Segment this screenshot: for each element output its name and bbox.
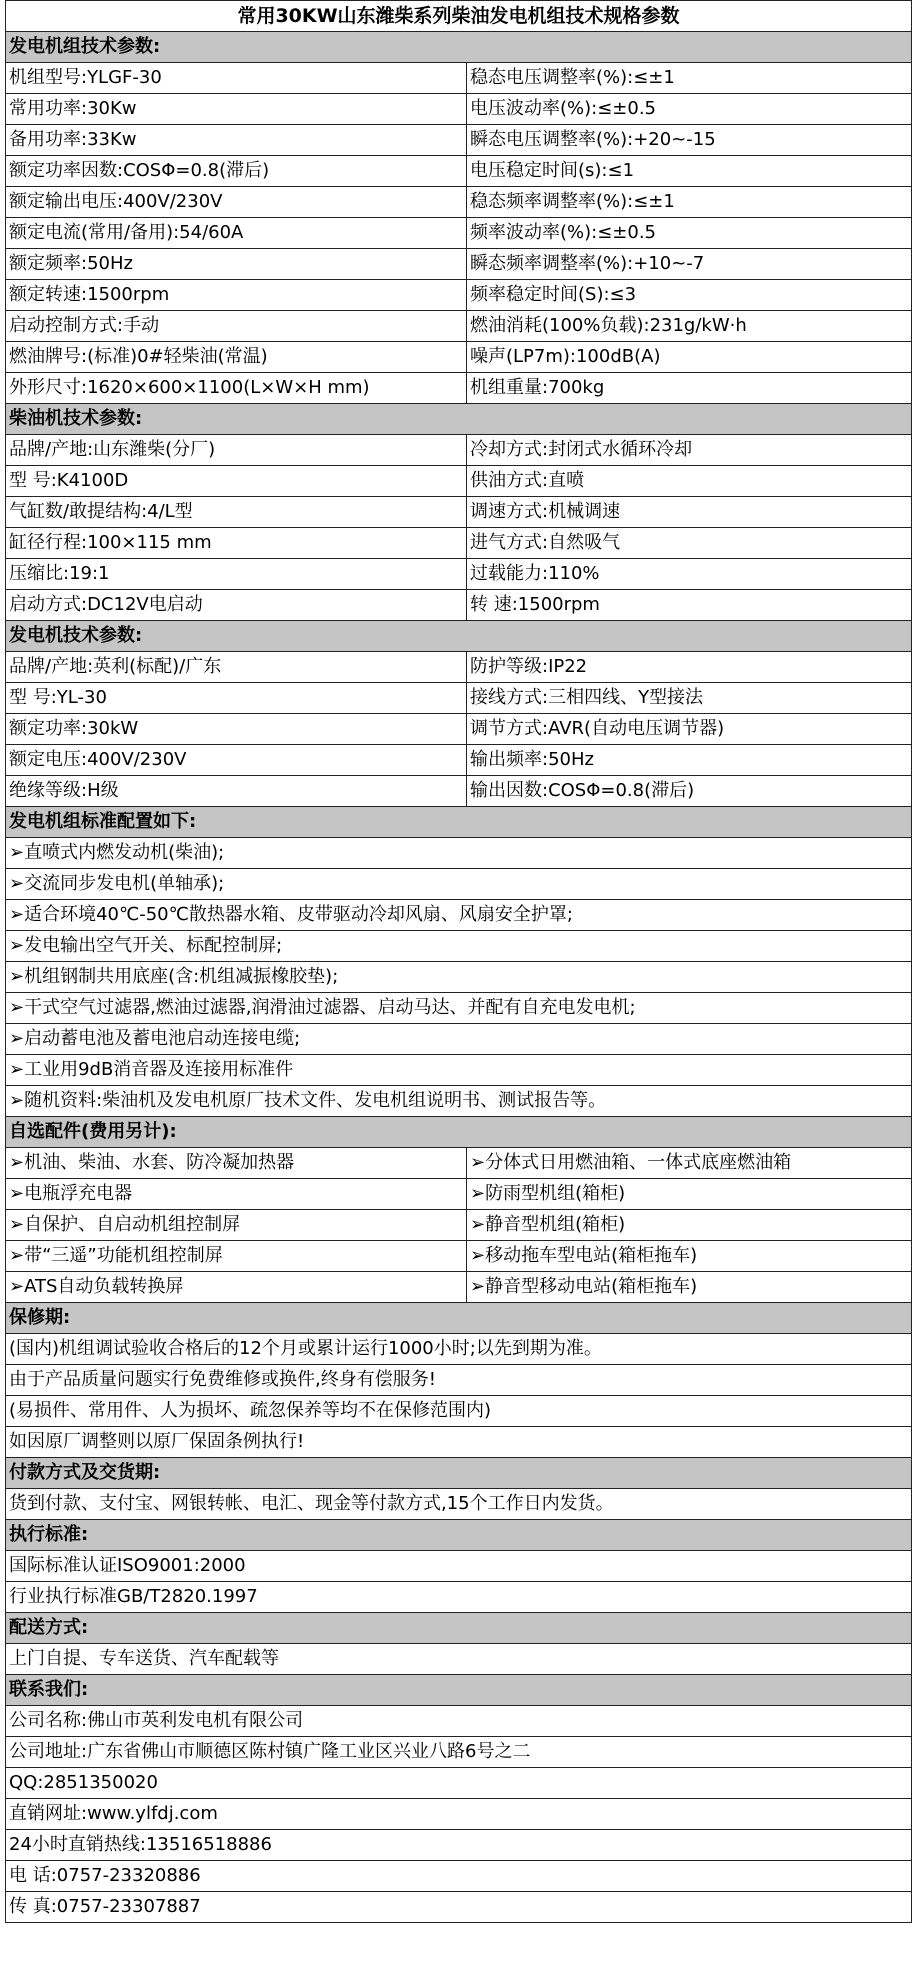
engine-param-left: 型 号:K4100D <box>6 466 467 497</box>
table-row <box>6 1148 912 1179</box>
section-heading-standards: 执行标准: <box>6 1520 912 1551</box>
optional-item-right: ➢分体式日用燃油箱、一体式底座燃油箱 <box>467 1148 912 1179</box>
qq-number: QQ:2851350020 <box>6 1768 912 1799</box>
warranty-line: (易损件、常用件、人为损坏、疏忽保养等均不在保修范围内) <box>6 1396 912 1427</box>
fax-number: 传 真:0757-23307887 <box>6 1892 912 1923</box>
table-row <box>6 1241 912 1272</box>
table-row <box>6 94 912 125</box>
optional-item-right: ➢静音型机组(箱柜) <box>467 1210 912 1241</box>
table-row <box>6 714 912 745</box>
list-item <box>6 1737 912 1768</box>
standard-line: 国际标准认证ISO9001:2000 <box>6 1551 912 1582</box>
optional-item-left: ➢ATS自动负载转换屏 <box>6 1272 467 1303</box>
table-row <box>6 776 912 807</box>
list-item <box>6 1768 912 1799</box>
section-heading-genset: 发电机组技术参数: <box>6 32 912 63</box>
section-heading-contact: 联系我们: <box>6 1675 912 1706</box>
list-item <box>6 900 912 931</box>
genset-param-right: 频率波动率(%):≤±0.5 <box>467 218 912 249</box>
standard-config-item: ➢适合环境40℃-50℃散热器水箱、皮带驱动冷却风扇、风扇安全护罩; <box>6 900 912 931</box>
optional-item-left: ➢自保护、自启动机组控制屏 <box>6 1210 467 1241</box>
table-row <box>6 63 912 94</box>
table-row <box>6 1272 912 1303</box>
genset-param-right: 瞬态电压调整率(%):+20~-15 <box>467 125 912 156</box>
table-row <box>6 1179 912 1210</box>
alternator-param-left: 额定功率:30kW <box>6 714 467 745</box>
section-heading-standard-config: 发电机组标准配置如下: <box>6 807 912 838</box>
table-row <box>6 311 912 342</box>
alternator-param-right: 输出因数:COSΦ=0.8(滞后) <box>467 776 912 807</box>
engine-param-right: 进气方式:自然吸气 <box>467 528 912 559</box>
genset-param-left: 机组型号:YLGF-30 <box>6 63 467 94</box>
section-heading-payment: 付款方式及交货期: <box>6 1458 912 1489</box>
genset-param-left: 额定输出电压:400V/230V <box>6 187 467 218</box>
hotline: 24小时直销热线:13516518886 <box>6 1830 912 1861</box>
engine-param-right: 供油方式:直喷 <box>467 466 912 497</box>
genset-param-left: 额定频率:50Hz <box>6 249 467 280</box>
table-row <box>6 280 912 311</box>
table-row <box>6 125 912 156</box>
standard-config-item: ➢发电输出空气开关、标配控制屏; <box>6 931 912 962</box>
standard-config-item: ➢工业用9dB消音器及连接用标准件 <box>6 1055 912 1086</box>
list-item <box>6 1489 912 1520</box>
page-title: 常用30KW山东潍柴系列柴油发电机组技术规格参数 <box>6 1 912 32</box>
phone-number: 电 话:0757-23320886 <box>6 1861 912 1892</box>
engine-param-right: 冷却方式:封闭式水循环冷却 <box>467 435 912 466</box>
genset-param-right: 频率稳定时间(S):≤3 <box>467 280 912 311</box>
genset-param-right: 燃油消耗(100%负载):231g/kW·h <box>467 311 912 342</box>
list-item <box>6 993 912 1024</box>
genset-param-left: 常用功率:30Kw <box>6 94 467 125</box>
list-item <box>6 1334 912 1365</box>
genset-param-left: 额定功率因数:COSΦ=0.8(滞后) <box>6 156 467 187</box>
table-row <box>6 187 912 218</box>
list-item <box>6 1861 912 1892</box>
genset-param-right: 瞬态频率调整率(%):+10~-7 <box>467 249 912 280</box>
section-heading-engine: 柴油机技术参数: <box>6 404 912 435</box>
section-heading-delivery: 配送方式: <box>6 1613 912 1644</box>
list-item <box>6 1644 912 1675</box>
genset-param-right: 噪声(LP7m):100dB(A) <box>467 342 912 373</box>
table-row <box>6 497 912 528</box>
company-name: 公司名称:佛山市英利发电机有限公司 <box>6 1706 912 1737</box>
standard-config-item: ➢干式空气过滤器,燃油过滤器,润滑油过滤器、启动马达、并配有自充电发电机; <box>6 993 912 1024</box>
list-item <box>6 962 912 993</box>
table-row <box>6 559 912 590</box>
genset-param-left: 备用功率:33Kw <box>6 125 467 156</box>
genset-param-right: 稳态频率调整率(%):≤±1 <box>467 187 912 218</box>
list-item <box>6 1365 912 1396</box>
genset-param-right: 机组重量:700kg <box>467 373 912 404</box>
genset-param-left: 额定转速:1500rpm <box>6 280 467 311</box>
list-item <box>6 1706 912 1737</box>
website-link[interactable]: 直销网址:www.ylfdj.com <box>6 1799 912 1830</box>
alternator-param-left: 品牌/产地:英利(标配)/广东 <box>6 652 467 683</box>
alternator-param-left: 型 号:YL-30 <box>6 683 467 714</box>
genset-param-right: 电压波动率(%):≤±0.5 <box>467 94 912 125</box>
table-row <box>6 652 912 683</box>
standard-config-item: ➢交流同步发电机(单轴承); <box>6 869 912 900</box>
engine-param-left: 品牌/产地:山东潍柴(分厂) <box>6 435 467 466</box>
standard-config-item: ➢启动蓄电池及蓄电池启动连接电缆; <box>6 1024 912 1055</box>
engine-param-left: 缸径行程:100×115 mm <box>6 528 467 559</box>
list-item <box>6 1582 912 1613</box>
warranty-line: 由于产品质量问题实行免费维修或换件,终身有偿服务! <box>6 1365 912 1396</box>
payment-line: 货到付款、支付宝、网银转帐、电汇、现金等付款方式,15个工作日内发货。 <box>6 1489 912 1520</box>
section-heading-optional: 自选配件(费用另计): <box>6 1117 912 1148</box>
list-item <box>6 1551 912 1582</box>
list-item <box>6 1024 912 1055</box>
list-item <box>6 931 912 962</box>
list-item <box>6 838 912 869</box>
genset-param-left: 燃油牌号:(标准)0#轻柴油(常温) <box>6 342 467 373</box>
optional-item-right: ➢移动拖车型电站(箱柜拖车) <box>467 1241 912 1272</box>
engine-param-right: 转 速:1500rpm <box>467 590 912 621</box>
alternator-param-right: 接线方式:三相四线、Y型接法 <box>467 683 912 714</box>
optional-item-left: ➢带“三遥”功能机组控制屏 <box>6 1241 467 1272</box>
engine-param-left: 气缸数/敢提结构:4/L型 <box>6 497 467 528</box>
genset-param-left: 额定电流(常用/备用):54/60A <box>6 218 467 249</box>
standard-config-item: ➢直喷式内燃发动机(柴油); <box>6 838 912 869</box>
section-heading-warranty: 保修期: <box>6 1303 912 1334</box>
delivery-line: 上门自提、专车送货、汽车配载等 <box>6 1644 912 1675</box>
genset-param-left: 启动控制方式:手动 <box>6 311 467 342</box>
table-row <box>6 156 912 187</box>
table-row <box>6 590 912 621</box>
list-item <box>6 1427 912 1458</box>
table-row <box>6 218 912 249</box>
alternator-param-right: 调节方式:AVR(自动电压调节器) <box>467 714 912 745</box>
standard-line: 行业执行标准GB/T2820.1997 <box>6 1582 912 1613</box>
table-row <box>6 466 912 497</box>
optional-item-right: ➢防雨型机组(箱柜) <box>467 1179 912 1210</box>
list-item <box>6 1799 912 1830</box>
genset-param-right: 稳态电压调整率(%):≤±1 <box>467 63 912 94</box>
table-row <box>6 435 912 466</box>
list-item <box>6 1892 912 1923</box>
optional-item-left: ➢电瓶浮充电器 <box>6 1179 467 1210</box>
table-row <box>6 342 912 373</box>
table-row <box>6 745 912 776</box>
alternator-param-left: 绝缘等级:H级 <box>6 776 467 807</box>
section-heading-alternator: 发电机技术参数: <box>6 621 912 652</box>
table-row <box>6 528 912 559</box>
genset-param-left: 外形尺寸:1620×600×1100(L×W×H mm) <box>6 373 467 404</box>
engine-param-right: 调速方式:机械调速 <box>467 497 912 528</box>
list-item <box>6 869 912 900</box>
alternator-param-left: 额定电压:400V/230V <box>6 745 467 776</box>
company-address: 公司地址:广东省佛山市顺德区陈村镇广隆工业区兴业八路6号之二 <box>6 1737 912 1768</box>
list-item <box>6 1055 912 1086</box>
engine-param-left: 启动方式:DC12V电启动 <box>6 590 467 621</box>
spec-table <box>5 0 912 1923</box>
engine-param-right: 过载能力:110% <box>467 559 912 590</box>
optional-item-left: ➢机油、柴油、水套、防冷凝加热器 <box>6 1148 467 1179</box>
alternator-param-right: 防护等级:IP22 <box>467 652 912 683</box>
table-row <box>6 373 912 404</box>
standard-config-item: ➢随机资料:柴油机及发电机原厂技术文件、发电机组说明书、测试报告等。 <box>6 1086 912 1117</box>
genset-param-right: 电压稳定时间(s):≤1 <box>467 156 912 187</box>
spec-sheet <box>5 0 911 1923</box>
table-row <box>6 683 912 714</box>
list-item <box>6 1396 912 1427</box>
list-item <box>6 1830 912 1861</box>
warranty-line: (国内)机组调试验收合格后的12个月或累计运行1000小时;以先到期为准。 <box>6 1334 912 1365</box>
optional-item-right: ➢静音型移动电站(箱柜拖车) <box>467 1272 912 1303</box>
warranty-line: 如因原厂调整则以原厂保固条例执行! <box>6 1427 912 1458</box>
standard-config-item: ➢机组钢制共用底座(含:机组减振橡胶垫); <box>6 962 912 993</box>
engine-param-left: 压缩比:19:1 <box>6 559 467 590</box>
alternator-param-right: 输出频率:50Hz <box>467 745 912 776</box>
list-item <box>6 1086 912 1117</box>
table-row <box>6 1210 912 1241</box>
table-row <box>6 249 912 280</box>
